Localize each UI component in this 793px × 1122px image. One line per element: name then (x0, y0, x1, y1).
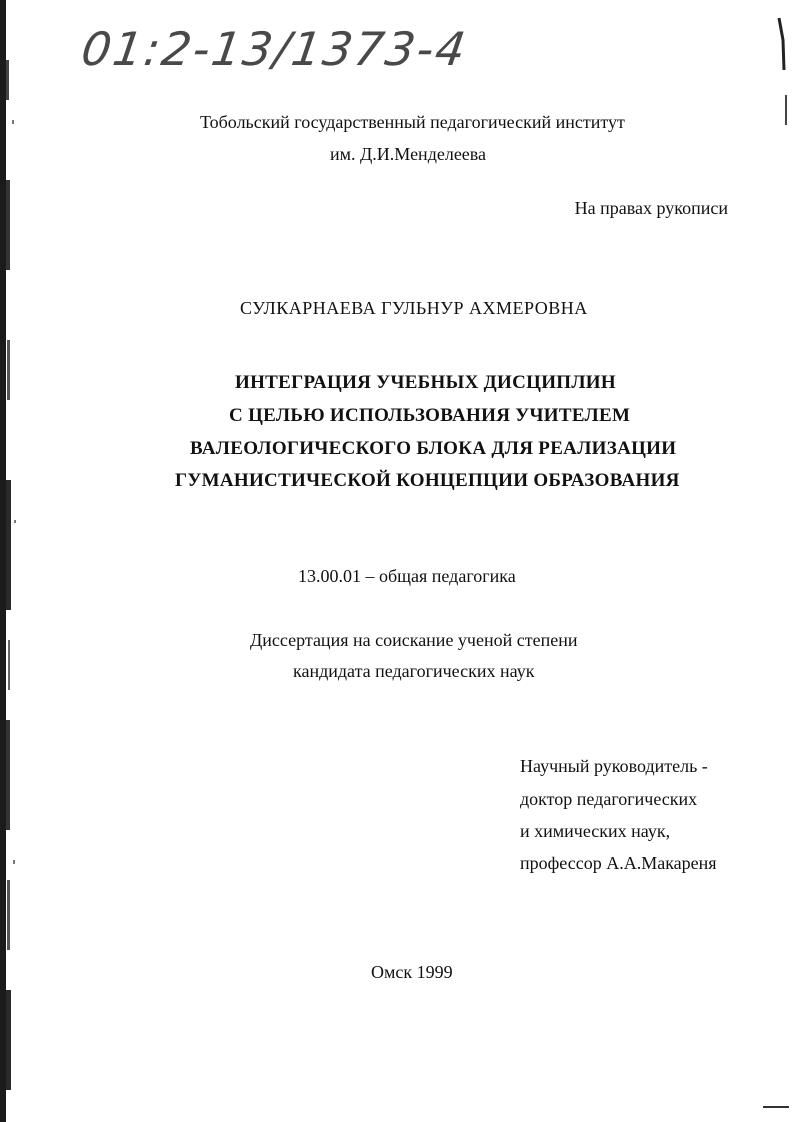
archive-number-handwritten: 01:2-13/1373-4 (78, 22, 471, 76)
degree-line-2: кандидата педагогических наук (293, 661, 535, 681)
title-line-4: ГУМАНИСТИЧЕСКОЙ КОНЦЕПЦИИ ОБРАЗОВАНИЯ (175, 470, 680, 491)
specialty-code: 13.00.01 – общая педагогика (298, 566, 516, 586)
title-line-2: С ЦЕЛЬЮ ИСПОЛЬЗОВАНИЯ УЧИТЕЛЕМ (229, 405, 631, 426)
institution-name: Тобольский государственный педагогический институт (200, 112, 625, 132)
supervisor-line-4: профессор А.А.Макареня (520, 853, 717, 873)
title-line-1: ИНТЕГРАЦИЯ УЧЕБНЫХ ДИСЦИПЛИН (235, 372, 616, 393)
supervisor-line-2: доктор педагогических (520, 789, 698, 809)
title-line-3: ВАЛЕОЛОГИЧЕСКОГО БЛОКА ДЛЯ РЕАЛИЗАЦИИ (190, 438, 677, 459)
supervisor-line-3: и химических наук, (520, 821, 671, 841)
scan-edge-left (0, 0, 30, 1122)
city-year: Омск 1999 (371, 962, 453, 982)
supervisor-line-1: Научный руководитель - (520, 756, 708, 776)
degree-line-1: Диссертация на соискание ученой степени (250, 630, 578, 650)
author-name: СУЛКАРНАЕВА ГУЛЬНУР АХМЕРОВНА (240, 298, 588, 318)
institution-named-after: им. Д.И.Менделеева (330, 144, 487, 164)
rights-notice: На правах рукописи (574, 198, 728, 218)
scan-edge-right (763, 0, 793, 1122)
